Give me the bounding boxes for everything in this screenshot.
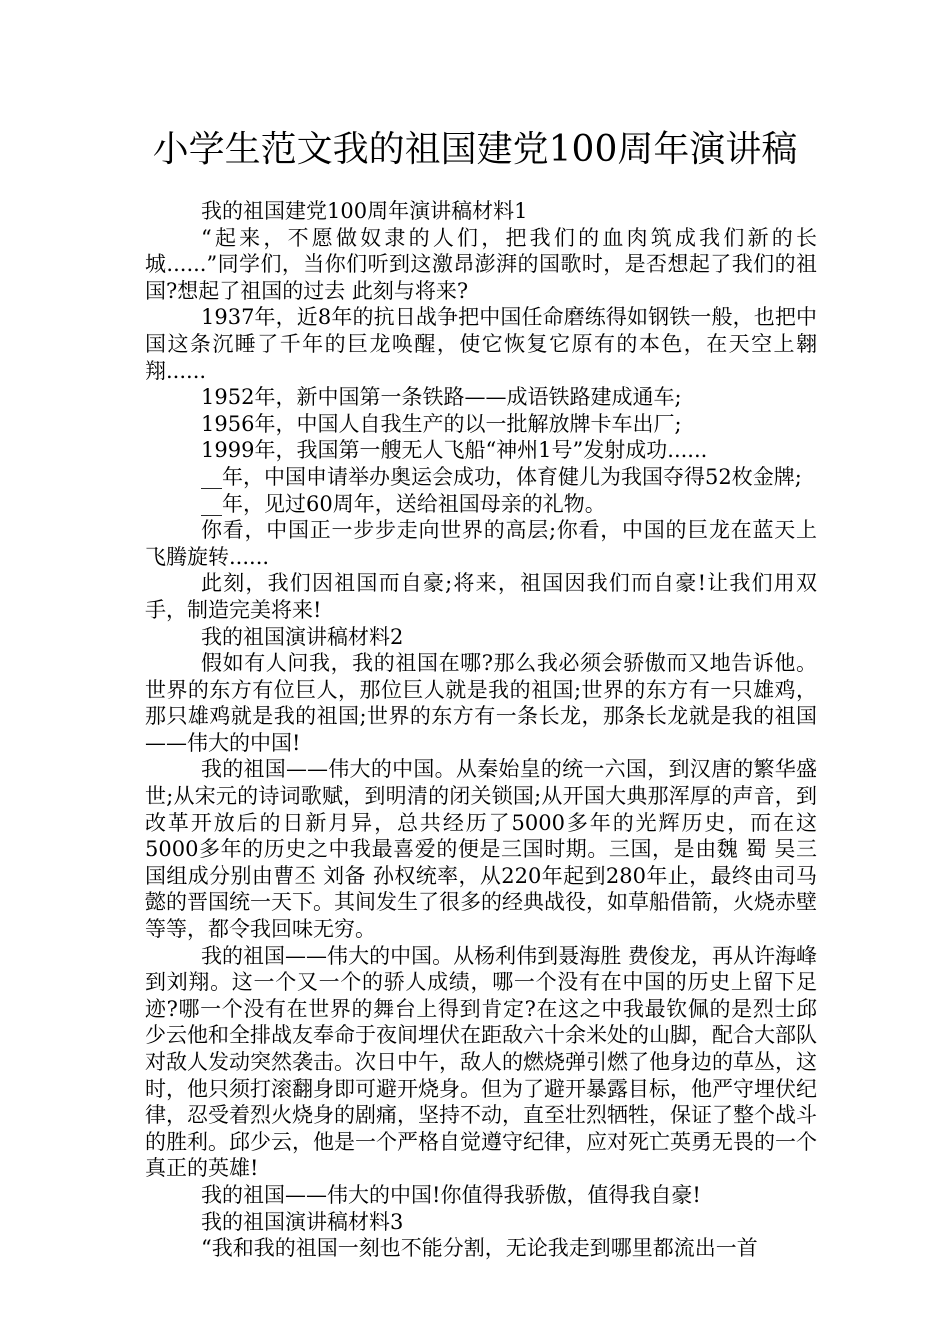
paragraph: 1956年，中国人自我生产的以一批解放牌卡车出厂; <box>201 411 682 436</box>
paragraph: 我的祖国演讲稿材料2 <box>201 624 404 649</box>
paragraph: __年，见过60周年，送给祖国母亲的礼物。 <box>201 491 606 516</box>
paragraph: 我的祖国——伟大的中国。从秦始皇的统一六国，到汉唐的繁华盛世;从宋元的诗词歌赋，到明清的闭关锁国;从开国大典那浑厚的声音，到改革开放后的日新月异，总共经历了5000多年的光辉历史，而在这5000多年的历史之中我最喜爱的便是三国时期。三国，是由魏 蜀 吴三国组成分别由曹丕 刘备 孙权统率，从220年起到280年止，最终由司马懿的晋国统一天下。其间发生了很多的经典战役，如草船借箭，火烧赤壁等等，都令我回味无穷。 <box>145 757 817 942</box>
paragraph: 假如有人问我，我的祖国在哪?那么我必须会骄傲而又地告诉他。世界的东方有位巨人，那位巨人就是我的祖国;世界的东方有一只雄鸡，那只雄鸡就是我的祖国;世界的东方有一条长龙，那条长龙就是我的祖国——伟大的中国! <box>145 651 817 755</box>
document-body <box>145 198 817 1262</box>
paragraph: 我的祖国演讲稿材料3 <box>201 1209 404 1234</box>
document-title: 小学生范文我的祖国建党100周年演讲稿 <box>152 129 798 170</box>
paragraph: 你看，中国正一步步走向世界的高层;你看，中国的巨龙在蓝天上飞腾旋转...... <box>145 518 817 569</box>
paragraph: 1999年，我国第一艘无人飞船“神州1号”发射成功...... <box>201 438 708 463</box>
paragraph: 我的祖国——伟大的中国。从杨利伟到聂海胜 费俊龙，再从许海峰到刘翔。这一个又一个的骄人成绩，哪一个没有在中国的历史上留下足迹?哪一个没有在世界的舞台上得到肯定?在这之中我最钦佩的是烈士邱少云他和全排战友奉命于夜间埋伏在距敌六十余米处的山脚，配合大部队对敌人发动突然袭击。次日中午，敌人的燃烧弹引燃了他身边的草丛，这时，他只须打滚翻身即可避开烧身。但为了避开暴露目标，他严守埋伏纪律，忍受着烈火烧身的剧痛，坚持不动，直至壮烈牺牲，保证了整个战斗的胜利。邱少云，他是一个严格自觉遵守纪律，应对死亡英勇无畏的一个真正的英雄! <box>145 943 817 1181</box>
paragraph: 我的祖国——伟大的中国!你值得我骄傲，值得我自豪! <box>201 1182 701 1207</box>
paragraph: “我和我的祖国一刻也不能分割，无论我走到哪里都流出一首 <box>201 1236 758 1261</box>
paragraph: 1952年，新中国第一条铁路——成语铁路建成通车; <box>201 385 682 410</box>
paragraph: “起来，不愿做奴隶的人们，把我们的血肉筑成我们新的长城......”同学们，当你们听到这激昂澎湃的国歌时，是否想起了我们的祖国?想起了祖国的过去 此刻与将来? <box>145 225 817 303</box>
paragraph: 此刻，我们因祖国而自豪;将来，祖国因我们而自豪!让我们用双手，制造完美将来! <box>145 571 817 622</box>
paragraph: __年，中国申请举办奥运会成功，体育健儿为我国夺得52枚金牌; <box>201 464 802 489</box>
paragraph: 我的祖国建党100周年演讲稿材料1 <box>201 199 528 223</box>
paragraph: 1937年，近8年的抗日战争把中国任命磨练得如钢铁一般，也把中国这条沉睡了千年的巨龙唤醒，使它恢复它原有的本色，在天空上翱翔...... <box>145 305 817 383</box>
